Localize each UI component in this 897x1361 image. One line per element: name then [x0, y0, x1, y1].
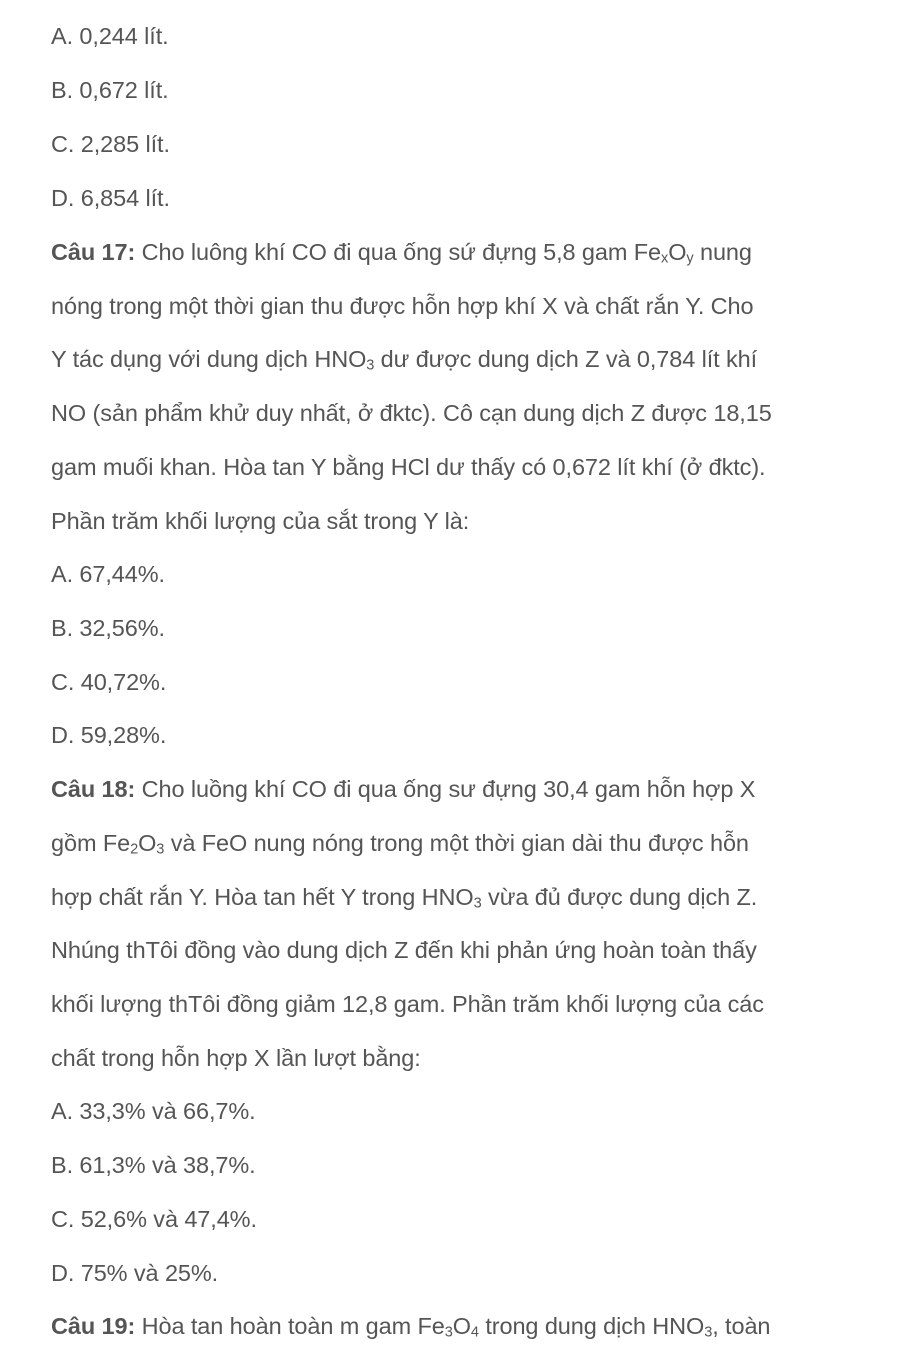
prev-option-a: A. 0,244 lít.	[51, 23, 169, 49]
subscript: x	[661, 250, 669, 267]
q17-line-1	[51, 237, 752, 267]
q17-option-d: D. 59,28%.	[51, 722, 167, 748]
q18-option-b: B. 61,3% và 38,7%.	[51, 1152, 256, 1178]
subscript: y	[686, 250, 694, 267]
q17-line-3	[51, 344, 757, 374]
q17-line-6: Phần trăm khối lượng của sắt trong Y là:	[51, 508, 470, 534]
q18-text: Cho luồng khí CO đi qua ống sư đựng 30,4 gam hỗn hợp X	[135, 776, 756, 802]
subscript: 3	[473, 895, 482, 912]
q17-line-5: gam muối khan. Hòa tan Y bằng HCl dư thấy có 0,672 lít khí (ở đktc).	[51, 454, 766, 480]
q18-label: Câu 18:	[51, 776, 136, 802]
q19-text: , toàn	[712, 1313, 771, 1339]
q17-text: nung	[693, 239, 752, 265]
q19-text: O	[452, 1313, 471, 1339]
q18-line-4: Nhúng thTôi đồng vào dung dịch Z đến khi phản ứng hoàn toàn thấy	[51, 937, 757, 963]
q17-line-2: nóng trong một thời gian thu được hỗn hợp khí X và chất rắn Y. Cho	[51, 293, 754, 319]
q18-text: gồm Fe	[51, 830, 131, 856]
subscript: 4	[470, 1324, 479, 1341]
subscript: 3	[444, 1324, 453, 1341]
subscript: 3	[156, 841, 165, 858]
q18-line-5: khối lượng thTôi đồng giảm 12,8 gam. Phần trăm khối lượng của các	[51, 991, 764, 1017]
prev-option-c: C. 2,285 lít.	[51, 131, 170, 157]
q17-option-a: A. 67,44%.	[51, 561, 165, 587]
q18-text: O	[138, 830, 157, 856]
q17-text: Cho luông khí CO đi qua ống sứ đựng 5,8 gam Fe	[135, 239, 661, 265]
q17-option-b: B. 32,56%.	[51, 615, 165, 641]
q19-text: trong dung dịch HNO	[478, 1313, 705, 1339]
q17-label: Câu 17:	[51, 239, 136, 265]
subscript: 3	[366, 357, 375, 374]
q18-option-d: D. 75% và 25%.	[51, 1260, 219, 1286]
q18-option-c: C. 52,6% và 47,4%.	[51, 1206, 257, 1232]
prev-option-d: D. 6,854 lít.	[51, 185, 170, 211]
q17-text: O	[668, 239, 687, 265]
q18-line-6: chất trong hỗn hợp X lần lượt bằng:	[51, 1045, 421, 1071]
q17-text: dư được dung dịch Z và 0,784 lít khí	[374, 346, 758, 372]
q17-text: Y tác dụng với dung dịch HNO	[51, 346, 367, 372]
subscript: 3	[704, 1324, 713, 1341]
q17-line-4: NO (sản phẩm khử duy nhất, ở đktc). Cô cạn dung dịch Z được 18,15	[51, 400, 772, 426]
q18-text: hợp chất rắn Y. Hòa tan hết Y trong HNO	[51, 884, 474, 910]
q19-label: Câu 19:	[51, 1313, 136, 1339]
q18-text: và FeO nung nóng trong một thời gian dài thu được hỗn	[164, 830, 749, 856]
q19-text: Hòa tan hoàn toàn m gam Fe	[135, 1313, 445, 1339]
q18-line-3	[51, 882, 757, 912]
q18-text: vừa đủ được dung dịch Z.	[481, 884, 758, 910]
subscript: 2	[130, 841, 139, 858]
prev-option-b: B. 0,672 lít.	[51, 77, 169, 103]
q17-option-c: C. 40,72%.	[51, 669, 167, 695]
q18-line-1	[51, 774, 755, 804]
q18-option-a: A. 33,3% và 66,7%.	[51, 1098, 256, 1124]
q18-line-2	[51, 828, 749, 858]
q19-line-1	[51, 1311, 770, 1341]
